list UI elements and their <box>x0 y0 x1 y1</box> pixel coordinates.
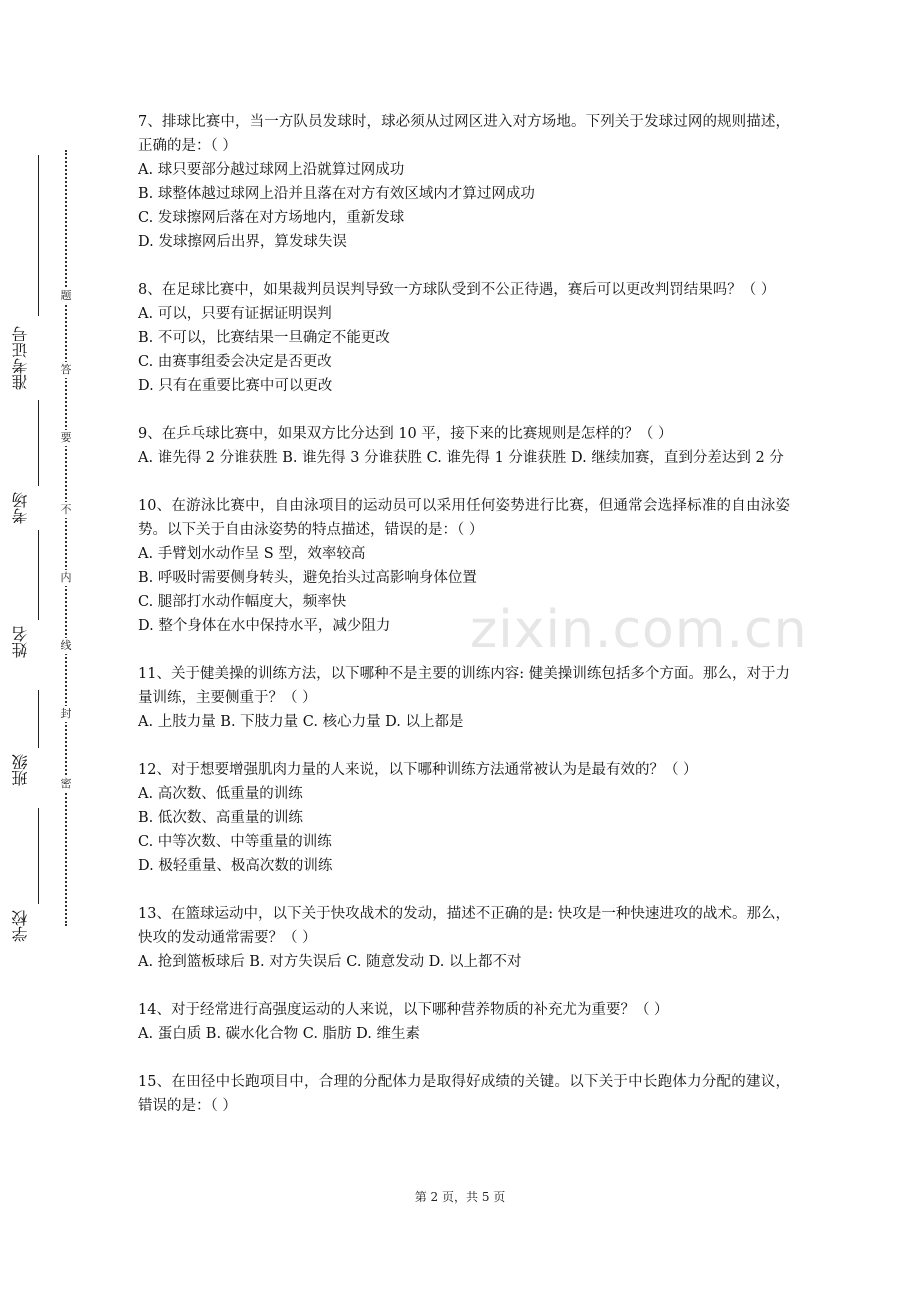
option: B. 球整体越过球网上沿并且落在对方有效区域内才算过网成功 <box>138 186 535 202</box>
option: C. 由赛事组委会决定是否更改 <box>138 354 332 370</box>
field-school-label: 学校 <box>11 910 30 942</box>
seal-char: 密 <box>58 776 74 792</box>
field-name-line <box>38 530 39 620</box>
option: D. 发球擦网后出界，算发球失误 <box>138 234 347 250</box>
field-name-label: 姓名 <box>11 626 30 658</box>
option: B. 不可以，比赛结果一旦确定不能更改 <box>138 330 390 346</box>
question-stem: 9、在乒乓球比赛中，如果双方比分达到 10 平，接下来的比赛规则是怎样的？（ ） <box>138 426 673 442</box>
question-7 <box>138 110 790 254</box>
field-class-label: 班级 <box>11 754 30 786</box>
question-12 <box>138 758 790 878</box>
field-room-line <box>38 400 39 486</box>
field-school-line <box>38 808 39 904</box>
question-stem: 10、在游泳比赛中，自由泳项目的运动员可以采用任何姿势进行比赛，但通常会选择标准的自由泳姿势。以下关于自由泳姿势的特点描述，错误的是：（ ） <box>138 498 790 538</box>
option: A. 谁先得 2 分谁获胜 B. 谁先得 3 分谁获胜 C. 谁先得 1 分谁获胜 D. 继续加赛，直到分差达到 2 分 <box>138 450 784 466</box>
page-number: 第 2 页，共 5 页 <box>414 1190 506 1204</box>
option: B. 呼吸时需要侧身转头，避免抬头过高影响身体位置 <box>138 570 477 586</box>
seal-char: 不 <box>58 502 74 518</box>
option: C. 中等次数、中等重量的训练 <box>138 834 332 850</box>
option: A. 手臂划水动作呈 S 型，效率较高 <box>138 546 366 562</box>
seal-char: 内 <box>58 570 74 586</box>
option: A. 高次数、低重量的训练 <box>138 786 303 802</box>
option: A. 蛋白质 B. 碳水化合物 C. 脂肪 D. 维生素 <box>138 1026 421 1042</box>
field-ticket-label: 准考证号 <box>11 326 30 390</box>
question-9 <box>138 422 790 470</box>
seal-char: 线 <box>58 638 74 654</box>
field-room-label: 考场 <box>11 492 30 524</box>
option: A. 可以，只要有证据证明误判 <box>138 306 332 322</box>
option: D. 只有在重要比赛中可以更改 <box>138 378 333 394</box>
question-stem: 13、在篮球运动中，以下关于快攻战术的发动，描述不正确的是: 快攻是一种快速进攻的战术。那么，快攻的发动通常需要？（ ） <box>138 906 790 946</box>
question-10 <box>138 494 790 638</box>
option: D. 整个身体在水中保持水平，减少阻力 <box>138 618 391 634</box>
question-stem: 8、在足球比赛中，如果裁判员误判导致一方球队受到不公正待遇，赛后可以更改判罚结果吗？（ ） <box>138 282 776 298</box>
option: A. 抢到篮板球后 B. 对方失误后 C. 随意发动 D. 以上都不对 <box>138 954 522 970</box>
watermark: zixin.com.cn <box>470 600 808 660</box>
seal-dotted-line <box>65 150 67 926</box>
option: A. 球只要部分越过球网上沿就算过网成功 <box>138 162 405 178</box>
question-stem: 12、对于想要增强肌肉力量的人来说，以下哪种训练方法通常被认为是最有效的？（ ） <box>138 762 698 778</box>
question-stem: 11、关于健美操的训练方法，以下哪种不是主要的训练内容: 健美操训练包括多个方面。那么，对于力量训练，主要侧重于？（ ） <box>138 666 790 706</box>
question-14 <box>138 998 790 1046</box>
option: C. 发球擦网后落在对方场地内，重新发球 <box>138 210 405 226</box>
option: B. 低次数、高重量的训练 <box>138 810 303 826</box>
option: D. 极轻重量、极高次数的训练 <box>138 858 333 874</box>
field-ticket-line <box>38 155 39 316</box>
field-class-line <box>38 690 39 748</box>
question-15 <box>138 1070 790 1118</box>
question-13 <box>138 902 790 974</box>
question-stem: 7、排球比赛中，当一方队员发球时，球必须从过网区进入对方场地。下列关于发球过网的规则描述，正确的是：（ ） <box>138 114 790 154</box>
seal-char: 封 <box>58 706 74 722</box>
seal-char: 题 <box>58 288 74 304</box>
question-list <box>138 110 790 1142</box>
seal-char: 要 <box>58 430 74 446</box>
question-stem: 14、对于经常进行高强度运动的人来说，以下哪种营养物质的补充尤为重要？（ ） <box>138 1002 669 1018</box>
question-8 <box>138 278 790 398</box>
option: A. 上肢力量 B. 下肢力量 C. 核心力量 D. 以上都是 <box>138 714 464 730</box>
question-stem: 15、在田径中长跑项目中，合理的分配体力是取得好成绩的关键。以下关于中长跑体力分配的建议，错误的是：（ ） <box>138 1074 790 1114</box>
question-11 <box>138 662 790 734</box>
option: C. 腿部打水动作幅度大，频率快 <box>138 594 347 610</box>
seal-char: 答 <box>58 362 74 378</box>
